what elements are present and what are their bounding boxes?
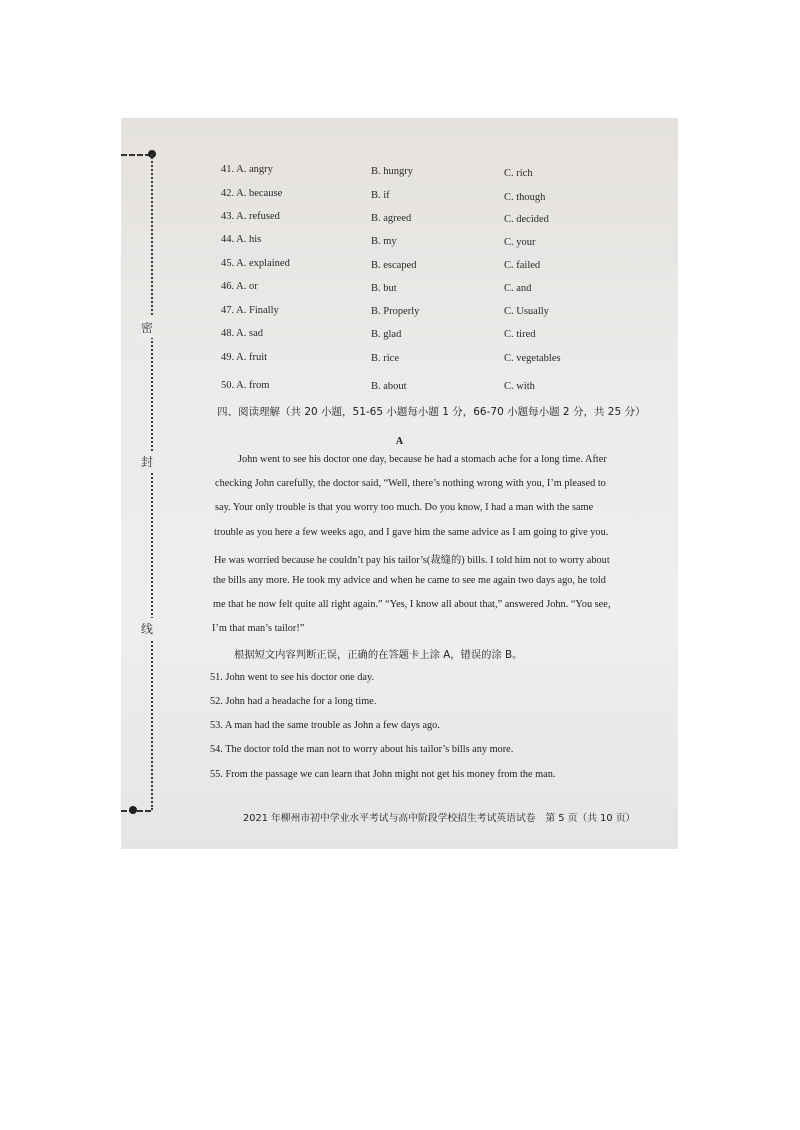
option-row-44 (121, 234, 678, 254)
option-c: C. your (504, 237, 536, 248)
option-b: B. if (371, 190, 390, 201)
section-title-reading: 四、阅读理解（共 20 小题，51-65 小题每小题 1 分，66-70 小题每小题 2 分，共 25 分） (217, 406, 646, 418)
passage-line: John went to see his doctor one day, because he had a stomach ache for a long time. After (238, 454, 607, 465)
binding-mark-mi: 密 (141, 317, 153, 338)
option-b: B. escaped (371, 260, 417, 271)
option-a: 46. A. or (221, 281, 258, 292)
option-row-46 (121, 281, 678, 301)
page-footer: 2021 年柳州市初中学业水平考试与高中阶段学校招生考试英语试卷 第 5 页（共 10 页） (243, 813, 636, 824)
option-c: C. tired (504, 329, 536, 340)
option-b: B. agreed (371, 213, 412, 224)
option-row-45 (121, 258, 678, 278)
passage-line: the bills any more. He took my advice and when he came to see me again two days ago, he told (213, 575, 606, 586)
option-row-49 (121, 352, 678, 372)
option-a: 49. A. fruit (221, 352, 268, 363)
option-row-47 (121, 305, 678, 325)
option-a: 43. A. refused (221, 211, 280, 222)
option-b: B. about (371, 381, 407, 392)
option-b: B. glad (371, 329, 402, 340)
option-c: C. decided (504, 214, 549, 225)
option-b: B. but (371, 283, 397, 294)
option-c: C. rich (504, 168, 533, 179)
question-53: 53. A man had the same trouble as John a few days ago. (210, 720, 440, 731)
option-b: B. hungry (371, 166, 413, 177)
option-c: C. and (504, 283, 532, 294)
option-a: 42. A. because (221, 188, 283, 199)
binding-bottom-dot (129, 806, 137, 814)
binding-mark-xian: 线 (141, 618, 153, 639)
option-c: C. with (504, 381, 535, 392)
option-c: C. vegetables (504, 353, 561, 364)
option-a: 47. A. Finally (221, 305, 279, 316)
option-a: 45. A. explained (221, 258, 290, 269)
option-row-43 (121, 211, 678, 231)
question-52: 52. John had a headache for a long time. (210, 696, 377, 707)
option-row-48 (121, 328, 678, 348)
passage-line: He was worried because he couldn’t pay his tailor’s(裁缝的) bills. I told him not to worry about (214, 555, 610, 566)
binding-top-line (121, 154, 151, 156)
question-55: 55. From the passage we can learn that John might not get his money from the man. (210, 769, 556, 780)
passage-line: I’m that man’s tailor!” (212, 623, 305, 634)
option-c: C. though (504, 192, 546, 203)
option-row-41 (121, 164, 678, 184)
option-a: 41. A. angry (221, 164, 273, 175)
option-b: B. rice (371, 353, 399, 364)
passage-line: checking John carefully, the doctor said, “Well, there’s nothing wrong with you, I’m pleased to (215, 478, 606, 489)
option-row-42 (121, 188, 678, 208)
option-c: C. failed (504, 260, 541, 271)
passage-line: me that he now felt quite all right again.” “Yes, I know all about that,” answered John. “You see, (213, 599, 611, 610)
passage-line: trouble as you here a few weeks ago, and I gave him the same advice as I am going to give you. (214, 527, 609, 538)
option-a: 50. A. from (221, 380, 270, 391)
question-51: 51. John went to see his doctor one day. (210, 672, 375, 683)
instruction-text: 根据短文内容判断正误，正确的在答题卡上涂 A，错误的涂 B。 (234, 649, 523, 661)
option-b: B. Properly (371, 306, 420, 317)
option-row-50 (121, 380, 678, 400)
passage-label: A (395, 436, 404, 447)
exam-page-photo (121, 118, 678, 849)
passage-line: say. Your only trouble is that you worry too much. Do you know, I had a man with the same (215, 502, 594, 513)
binding-mark-feng: 封 (141, 451, 153, 472)
question-54: 54. The doctor told the man not to worry about his tailor’s bills any more. (210, 744, 514, 755)
option-b: B. my (371, 236, 397, 247)
option-c: C. Usually (504, 306, 549, 317)
option-a: 48. A. sad (221, 328, 263, 339)
option-a: 44. A. his (221, 234, 262, 245)
